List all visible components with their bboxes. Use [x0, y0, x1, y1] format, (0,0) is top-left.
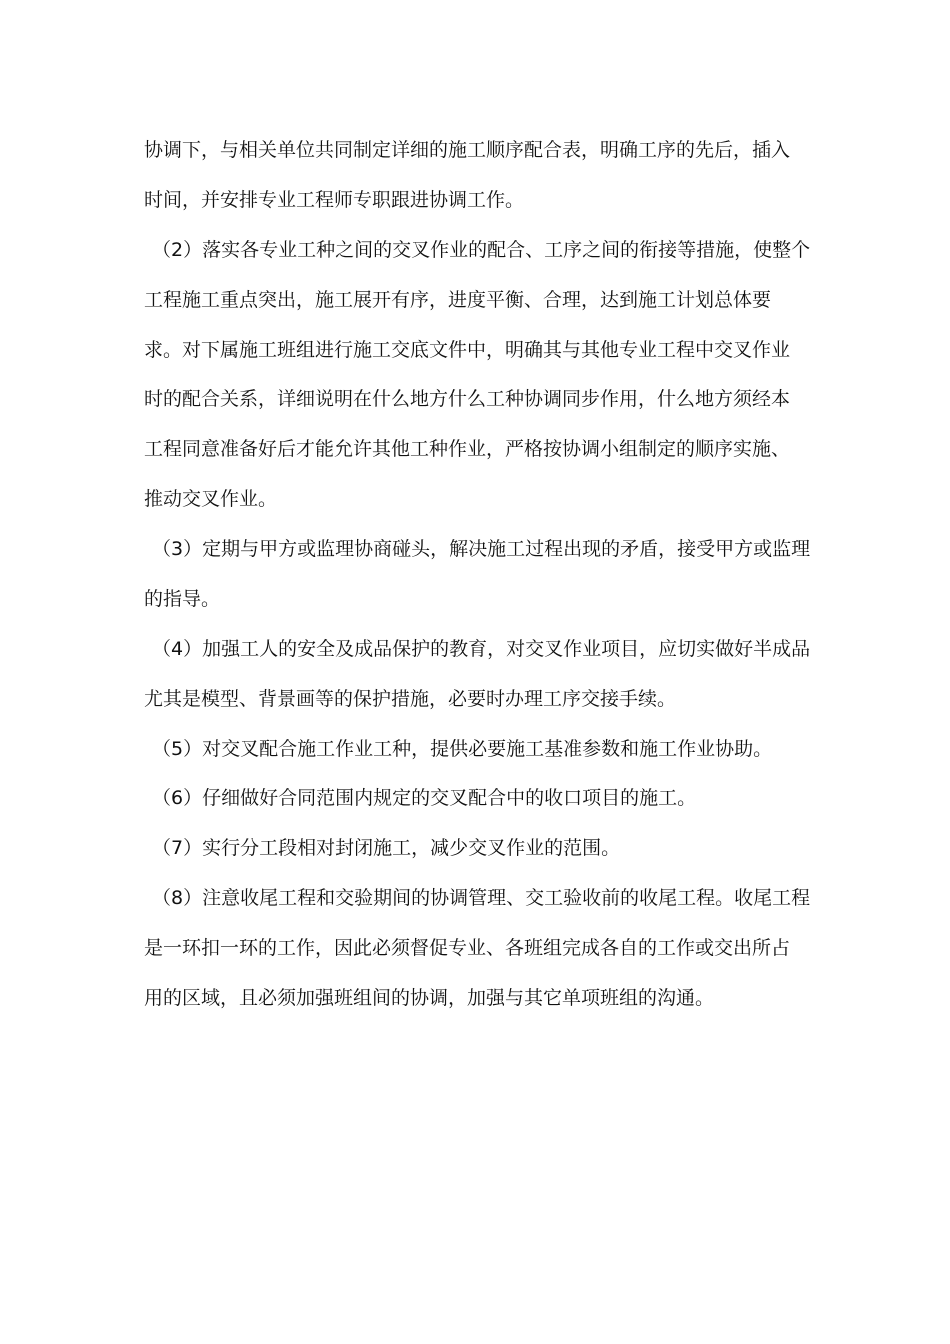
text-line — [0, 684, 950, 714]
list-item-6 — [0, 783, 950, 813]
list-item-2 — [0, 235, 950, 265]
text-line-content: 时间，并安排专业工程师专职跟进协调工作。 — [144, 189, 525, 211]
text-line-content: 时的配合关系，详细说明在什么地方什么工种协调同步作用，什么地方须经本 — [144, 388, 791, 410]
text-line — [0, 285, 950, 315]
text-line — [0, 933, 950, 963]
text-line — [0, 335, 950, 365]
list-item-5 — [0, 734, 950, 764]
list-item-8 — [0, 883, 950, 913]
text-line — [0, 584, 950, 614]
text-line-content: 协调下，与相关单位共同制定详细的施工顺序配合表，明确工序的先后，插入 — [144, 139, 791, 161]
text-line-content: 推动交叉作业。 — [144, 488, 278, 510]
text-line — [0, 135, 950, 165]
text-line-content: 的指导。 — [144, 588, 221, 610]
text-line-content: 是一环扣一环的工作，因此必须督促专业、各班组完成各自的工作或交出所占 — [144, 937, 791, 959]
text-line — [0, 484, 950, 514]
list-item-7 — [0, 833, 950, 863]
text-line-content: （4）加强工人的安全及成品保护的教育，对交叉作业项目，应切实做好半成品 — [152, 638, 811, 660]
text-line-content: （3）定期与甲方或监理协商碰头，解决施工过程出现的矛盾，接受甲方或监理 — [152, 538, 811, 560]
text-line-content: （6）仔细做好合同范围内规定的交叉配合中的收口项目的施工。 — [152, 787, 697, 809]
text-line — [0, 983, 950, 1013]
text-line — [0, 185, 950, 215]
text-line-content: （7）实行分工段相对封闭施工，减少交叉作业的范围。 — [152, 837, 621, 859]
text-line-content: 工程同意准备好后才能允许其他工种作业，严格按协调小组制定的顺序实施、 — [144, 438, 791, 460]
text-line — [0, 384, 950, 414]
text-line-content: （2）落实各专业工种之间的交叉作业的配合、工序之间的衔接等措施，使整个 — [152, 239, 811, 261]
text-line-content: 工程施工重点突出，施工展开有序，进度平衡、合理，达到施工计划总体要 — [144, 289, 772, 311]
list-item-4 — [0, 634, 950, 664]
text-line-content: 求。对下属施工班组进行施工交底文件中，明确其与其他专业工程中交叉作业 — [144, 339, 791, 361]
list-item-3 — [0, 534, 950, 564]
text-line-content: （8）注意收尾工程和交验期间的协调管理、交工验收前的收尾工程。收尾工程 — [152, 887, 811, 909]
text-line-content: （5）对交叉配合施工作业工种，提供必要施工基准参数和施工作业协助。 — [152, 738, 773, 760]
text-line-content: 尤其是模型、背景画等的保护措施，必要时办理工序交接手续。 — [144, 688, 677, 710]
text-line — [0, 434, 950, 464]
text-line-content: 用的区域，且必须加强班组间的协调，加强与其它单项班组的沟通。 — [144, 987, 715, 1009]
